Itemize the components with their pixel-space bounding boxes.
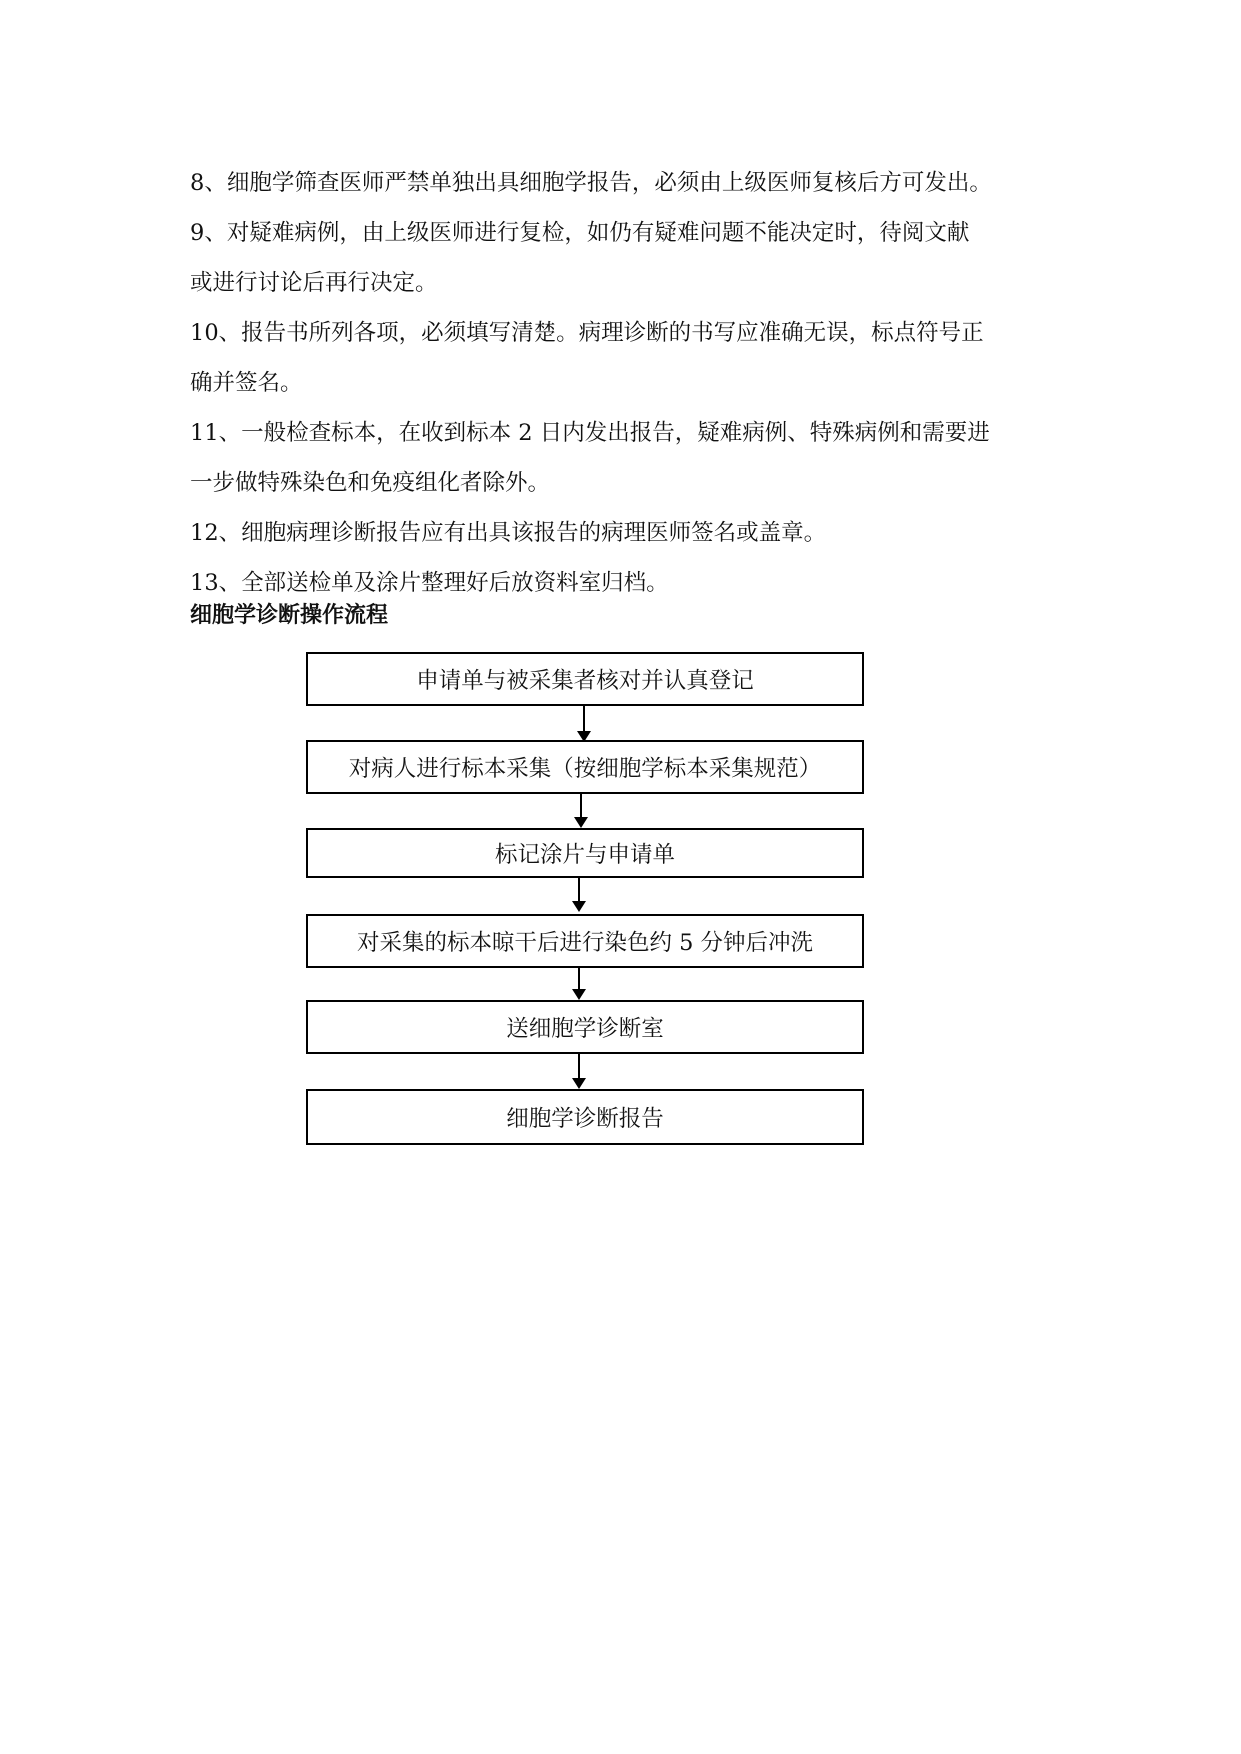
flow-arrow-3 bbox=[572, 878, 586, 912]
rule-13-line-1: 13、全部送检单及涂片整理好后放资料室归档。 bbox=[190, 570, 669, 596]
rule-11-line-1: 11、一般检查标本，在收到标本 2 日内发出报告，疑难病例、特殊病例和需要进 bbox=[190, 420, 990, 446]
flow-arrow-4 bbox=[572, 968, 586, 1000]
flow-arrow-2 bbox=[574, 794, 588, 828]
flow-arrow-1 bbox=[577, 706, 591, 742]
flow-arrow-5 bbox=[572, 1054, 586, 1089]
section-title: 细胞学诊断操作流程 bbox=[190, 603, 389, 628]
flow-step-register: 申请单与被采集者核对并认真登记 bbox=[306, 652, 864, 706]
rule-12-line-1: 12、细胞病理诊断报告应有出具该报告的病理医师签名或盖章。 bbox=[190, 520, 827, 546]
rule-10-line-1: 10、报告书所列各项，必须填写清楚。病理诊断的书写应准确无误，标点符号正 bbox=[190, 320, 984, 346]
flow-step-label: 标记涂片与申请单 bbox=[306, 828, 864, 878]
rule-8-line-1: 8、细胞学筛查医师严禁单独出具细胞学报告，必须由上级医师复核后方可发出。 bbox=[190, 170, 992, 196]
rule-10-line-2: 确并签名。 bbox=[190, 370, 303, 396]
flow-step-stain: 对采集的标本晾干后进行染色约 5 分钟后冲洗 bbox=[306, 914, 864, 968]
flow-step-collect: 对病人进行标本采集（按细胞学标本采集规范） bbox=[306, 740, 864, 794]
rule-9-line-1: 9、对疑难病例，由上级医师进行复检，如仍有疑难问题不能决定时，待阅文献 bbox=[190, 220, 970, 246]
rule-9-line-2: 或进行讨论后再行决定。 bbox=[190, 270, 438, 296]
flow-step-report: 细胞学诊断报告 bbox=[306, 1089, 864, 1145]
flow-step-send: 送细胞学诊断室 bbox=[306, 1000, 864, 1054]
rule-11-line-2: 一步做特殊染色和免疫组化者除外。 bbox=[190, 470, 551, 496]
